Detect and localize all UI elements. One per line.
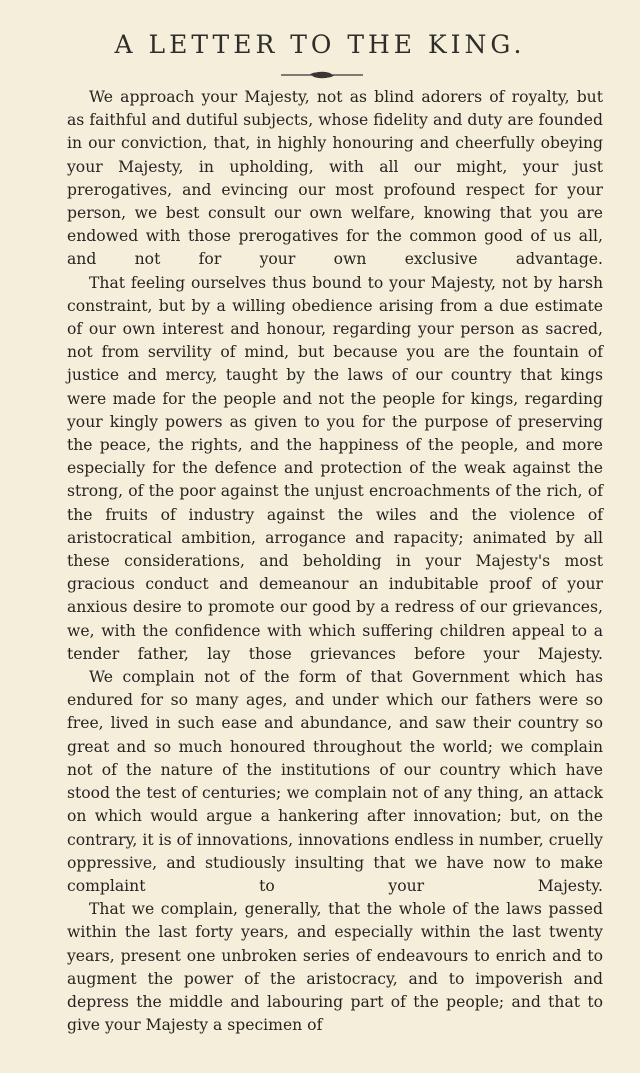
paragraph-2: That feeling ourselves thus bound to your Majesty, not by harsh constraint, but by a willing obedience arising from a due estimate of our own interest and honour, regarding your person as sacred, not from servility of mind, but because you are the fountain of justice and mercy, taught by the laws of our country that kings were made for the people and not the people for kings, regarding your kingly powers as given to you for the purpose of preserving the peace, the rights, and the happiness of the people, and more especially for the defence and protection of the weak against the strong, of the poor against the unjust encroachments of the rich, of the fruits of industry against the wiles and the violence of aristocratical ambition, arrogance and rapacity; animated by all these considerations, and beholding in your Majesty's most gracious conduct and demeanour an indubitable proof of your anxious desire to promote our good by a redress of our grievances, we, with the confidence with which suffering children appeal to a tender father, lay those grievances before your Majesty.: [67, 273, 603, 663]
paragraph-1: We approach your Majesty, not as blind adorers of royalty, but as faithful and dutiful subjects, whose fidelity and duty are founded in our conviction, that, in highly honouring and cheerfully obeying your Majesty, in upholding, with all our might, your just prerogatives, and evincing our most profound respect for your person, we best consult our own welfare, knowing that you are endowed with those prerogatives for the common good of us all, and not for your own exclusive advantage.: [67, 88, 603, 269]
letter-body: [67, 86, 603, 1037]
page-title: A LETTER TO THE KING.: [114, 30, 526, 59]
paragraph-4: That we complain, generally, that the whole of the laws passed within the last forty years, and especially within the last twenty years, present one unbroken series of endeavours to enrich and to augment the power of the aristocracy, and to impoverish and depress the middle and labouring part of the people; and that to give your Majesty a specimen of: [67, 900, 603, 1035]
title-ornament-rule: [281, 70, 363, 80]
paragraph-3: We complain not of the form of that Government which has endured for so many ages, and under which our fathers were so free, lived in such ease and abundance, and saw their country so great and so much honoured throughout the world; we complain not of the nature of the institutions of our country which have stood the test of centuries; we complain not of any thing, an attack on which would argue a hankering after innovation; but, on the contrary, it is of innovations, innovations endless in number, cruelly oppressive, and studiously insulting that we have now to make complaint to your Majesty.: [67, 668, 603, 895]
